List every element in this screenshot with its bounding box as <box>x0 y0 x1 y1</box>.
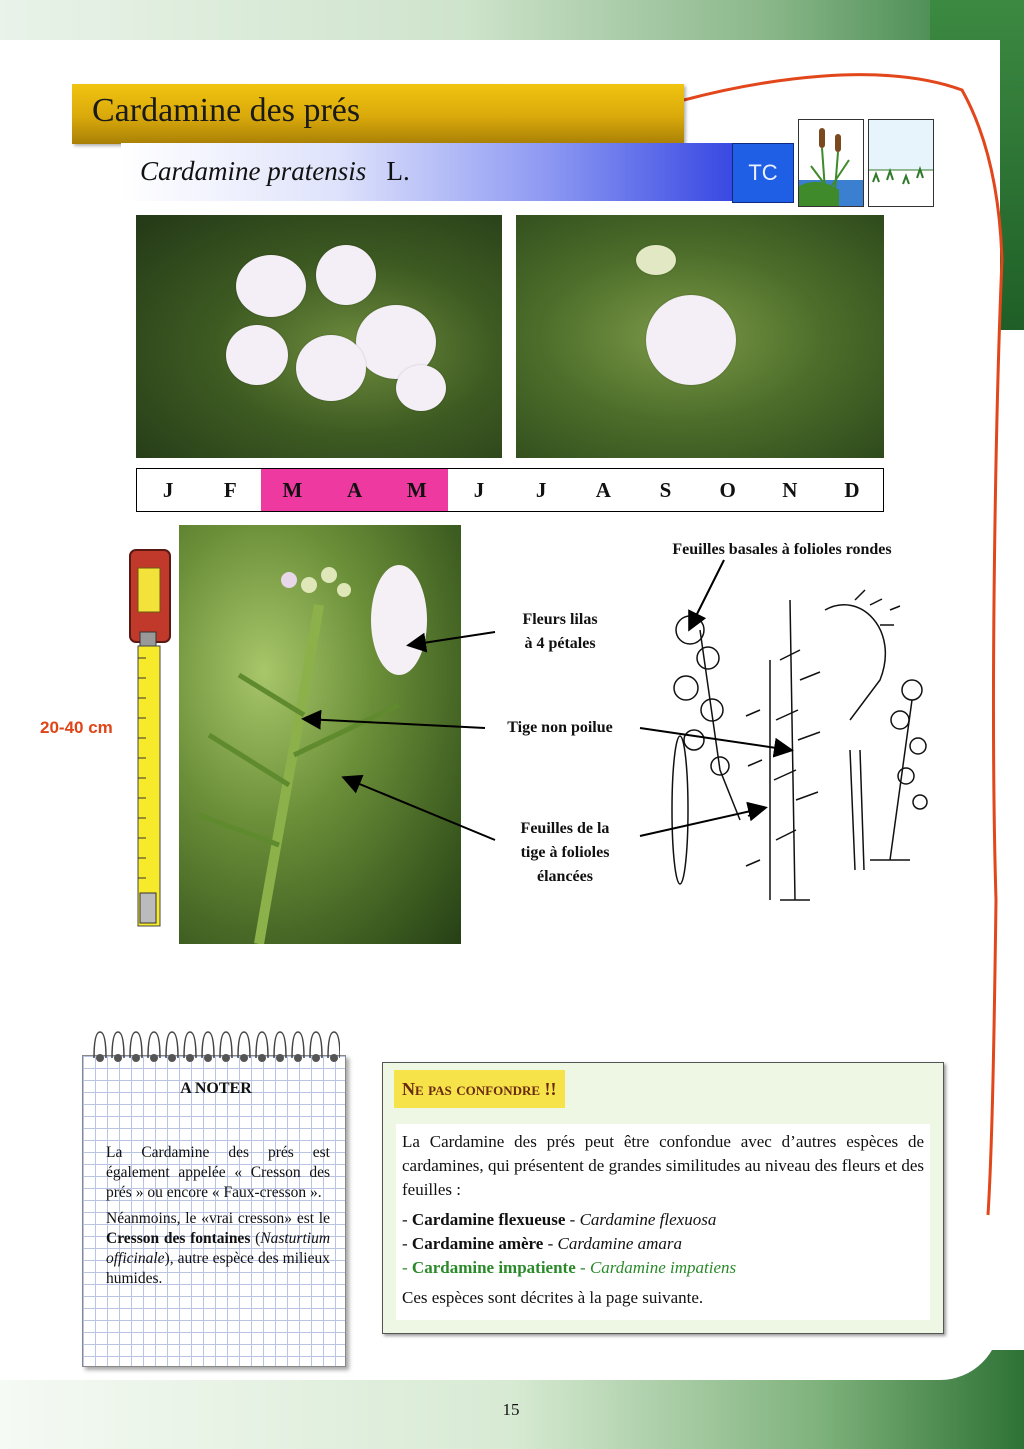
note-paragraph-1: La Cardamine des prés est également appelée « Cresson des prés » ou encore « Faux-cresson ». <box>106 1144 330 1201</box>
note-body <box>106 1143 330 1295</box>
stem-leaves-label-line3: élancées <box>537 868 593 885</box>
month-aug: A <box>595 477 611 502</box>
species-1-common: Cardamine flexueuse <box>411 1210 566 1229</box>
confusion-body <box>402 1130 924 1310</box>
note-p2-paren: ( <box>250 1230 261 1247</box>
height-label: 20-40 cm <box>40 718 113 737</box>
month-mar: M <box>261 469 323 511</box>
month-jan: J <box>162 477 174 502</box>
month-feb: F <box>223 477 237 502</box>
stem-leaves-label-line2: tige à folioles <box>520 844 610 861</box>
month-may: M <box>386 469 448 511</box>
confusion-species-1: - Cardamine flexueuse - Cardamine flexuosa <box>402 1210 717 1229</box>
basal-leaves-label: Feuilles basales à folioles rondes <box>672 541 892 558</box>
flowers-label-line2: à 4 pétales <box>524 635 596 652</box>
confusion-intro: La Cardamine des prés peut être confondue avec d’autres espèces de cardamines, qui présentent de grandes similitudes au niveau des fleurs et des feuilles : <box>402 1132 924 1199</box>
status-badge: TC <box>732 143 794 203</box>
month-jul: J <box>535 477 547 502</box>
note-paragraph-2 <box>106 1209 330 1289</box>
species-3-common: Cardamine impatiente <box>411 1258 576 1277</box>
confusion-title <box>394 1070 565 1108</box>
month-dec: D <box>844 477 860 502</box>
month-sep: S <box>659 477 672 502</box>
confusion-outro: Ces espèces sont décrites à la page suivante. <box>402 1288 704 1307</box>
confusion-title-text: Ne pas confondre !! <box>402 1078 557 1099</box>
note-title: A NOTER <box>180 1080 252 1097</box>
latin-name: Cardamine pratensis <box>140 156 367 186</box>
page-number: 15 <box>502 1400 520 1419</box>
spiral-binding-icon <box>88 1028 340 1064</box>
note-p2-bold: Cresson des fontaines <box>106 1230 251 1247</box>
month-oct: O <box>719 477 736 502</box>
latin-author: L. <box>386 156 410 186</box>
species-3-latin: Cardamine impatiens <box>589 1258 737 1277</box>
note-p2-italic: Nasturtium officinale <box>106 1230 331 1267</box>
species-2-latin: Cardamine amara <box>557 1234 683 1253</box>
flowers-label-line1: Fleurs lilas <box>522 611 598 628</box>
confusion-species-3: - Cardamine impatiente - Cardamine impatiens <box>402 1258 737 1277</box>
stem-label: Tige non poilue <box>507 719 613 736</box>
month-nov: N <box>782 477 798 502</box>
stem-leaves-label-line1: Feuilles de la <box>520 820 610 837</box>
species-2-common: Cardamine amère <box>411 1234 544 1253</box>
month-apr: A <box>324 469 386 511</box>
note-p2-start: Néanmoins, le «vrai cresson» est le <box>106 1210 330 1227</box>
page-title: Cardamine des prés <box>92 92 361 129</box>
confusion-species-2: - Cardamine amère - Cardamine amara <box>402 1234 683 1253</box>
species-1-latin: Cardamine flexuosa <box>579 1210 717 1229</box>
month-jun: J <box>473 477 485 502</box>
note-p2-end: ), autre espèce des milieux humides. <box>106 1250 330 1287</box>
